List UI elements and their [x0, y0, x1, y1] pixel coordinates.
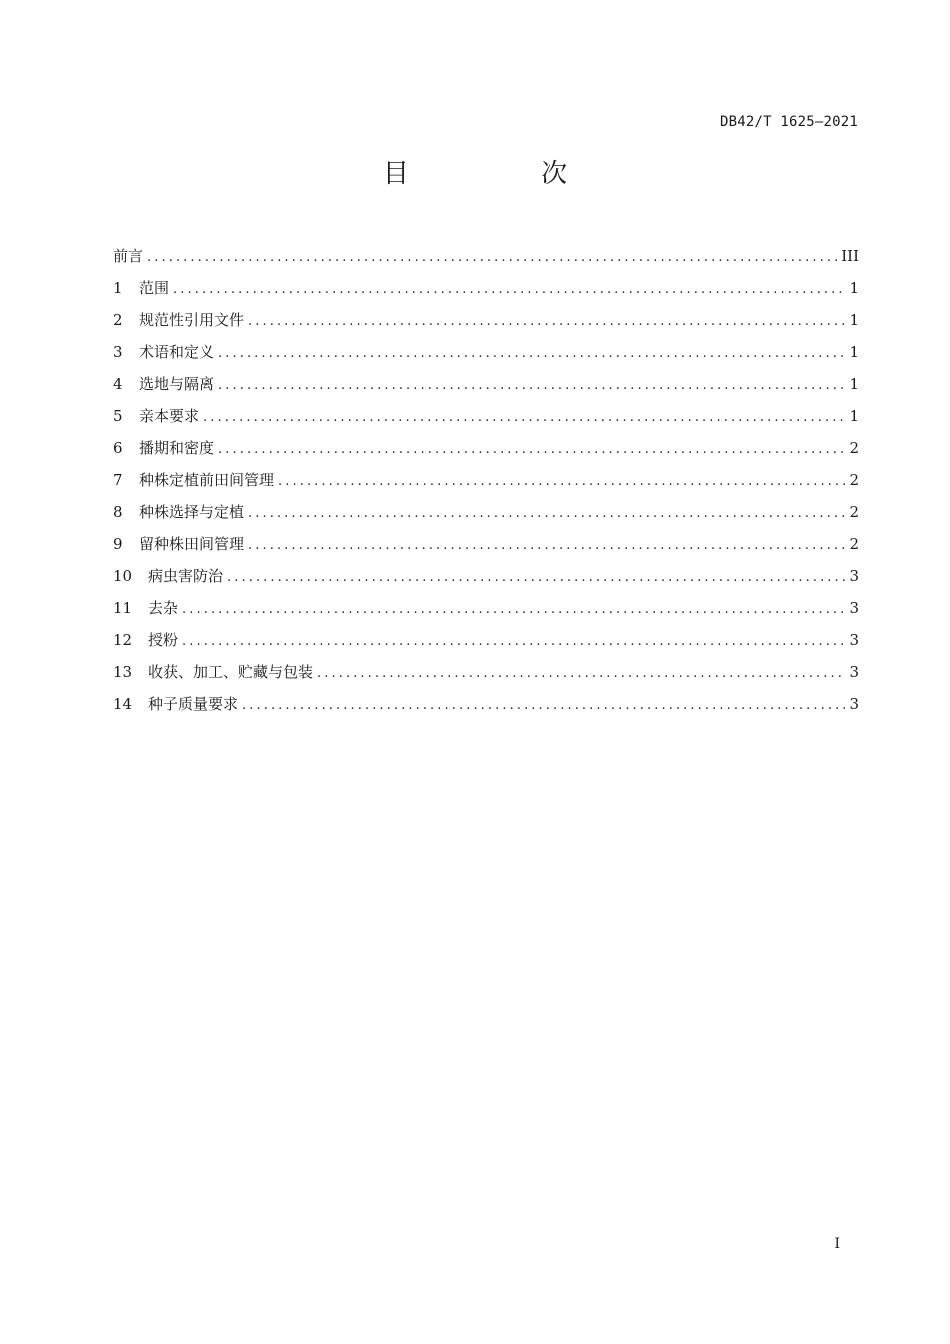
- toc-leader-dots: [173, 280, 845, 300]
- toc-leader-dots: [203, 408, 845, 428]
- toc-entry-13[interactable]: [113, 662, 859, 694]
- toc-entry-page: 1: [849, 407, 859, 425]
- toc-entry-label: 规范性引用文件: [139, 311, 245, 329]
- toc-entry-number: 8: [113, 503, 123, 521]
- toc-entry-label: 范围: [139, 279, 170, 297]
- toc-leader-dots: [248, 504, 845, 524]
- toc-leader-dots: [248, 536, 845, 556]
- toc-entry-page: 3: [849, 663, 859, 681]
- toc-entry-5[interactable]: [113, 406, 859, 438]
- toc-entry-2[interactable]: [113, 310, 859, 342]
- toc-entry-page: 1: [849, 343, 859, 361]
- toc-entry-label: 选地与隔离: [139, 375, 215, 393]
- page-number: I: [834, 1236, 840, 1252]
- toc-leader-dots: [242, 696, 845, 716]
- toc-leader-dots: [182, 632, 845, 652]
- toc-entry-9[interactable]: [113, 534, 859, 566]
- toc-entry-label: 种株选择与定植: [139, 503, 245, 521]
- toc-entry-page: 2: [849, 503, 859, 521]
- toc-entry-number: 1: [113, 279, 123, 297]
- toc-entry-number: 9: [113, 535, 123, 553]
- toc-entry-number: 3: [113, 343, 123, 361]
- toc-entry-7[interactable]: [113, 470, 859, 502]
- toc-entry-6[interactable]: [113, 438, 859, 470]
- toc-entry-label: 前言: [113, 247, 144, 265]
- toc-entry-label: 种子质量要求: [148, 695, 239, 713]
- toc-entry-page: 1: [849, 311, 859, 329]
- toc-entry-label: 去杂: [148, 599, 179, 617]
- toc-entry-page: III: [841, 247, 859, 265]
- toc-leader-dots: [218, 344, 845, 364]
- toc-entry-number: 12: [113, 631, 133, 649]
- toc-entry-page: 2: [849, 535, 859, 553]
- toc-leader-dots: [218, 440, 845, 460]
- toc-entry-4[interactable]: [113, 374, 859, 406]
- toc-entry-10[interactable]: [113, 566, 859, 598]
- toc-entry-14[interactable]: [113, 694, 859, 726]
- toc-entry-number: 6: [113, 439, 123, 457]
- toc-leader-dots: [182, 600, 845, 620]
- toc-entry-label: 种株定植前田间管理: [139, 471, 275, 489]
- toc-entry-foreword[interactable]: [113, 246, 859, 278]
- toc-entry-number: 13: [113, 663, 133, 681]
- toc-entry-page: 3: [849, 599, 859, 617]
- toc-leader-dots: [248, 312, 845, 332]
- document-code: DB42/T 1625—2021: [719, 114, 858, 130]
- toc-leader-dots: [147, 248, 837, 268]
- toc-leader-dots: [227, 568, 845, 588]
- toc-entry-number: 5: [113, 407, 123, 425]
- toc-entry-label: 留种株田间管理: [139, 535, 245, 553]
- toc-entry-page: 2: [849, 439, 859, 457]
- toc-entry-number: 4: [113, 375, 123, 393]
- toc-entry-11[interactable]: [113, 598, 859, 630]
- toc-entry-label: 授粉: [148, 631, 179, 649]
- toc-entry-page: 2: [849, 471, 859, 489]
- toc-entry-page: 3: [849, 567, 859, 585]
- page-title: 目 次: [382, 159, 630, 189]
- toc-entry-label: 播期和密度: [139, 439, 215, 457]
- toc-entry-label: 亲本要求: [139, 407, 200, 425]
- toc-entry-page: 1: [849, 375, 859, 393]
- toc-leader-dots: [317, 664, 845, 684]
- toc-entry-page: 3: [849, 631, 859, 649]
- toc-entry-number: 10: [113, 567, 133, 585]
- toc-entry-page: 1: [849, 279, 859, 297]
- toc-entry-number: 11: [113, 599, 133, 617]
- toc-entry-number: 7: [113, 471, 123, 489]
- toc-entry-8[interactable]: [113, 502, 859, 534]
- toc-entry-number: 2: [113, 311, 123, 329]
- toc-entry-label: 术语和定义: [139, 343, 215, 361]
- toc-entry-number: 14: [113, 695, 133, 713]
- toc-entry-label: 病虫害防治: [148, 567, 224, 585]
- toc-entry-1[interactable]: [113, 278, 859, 310]
- toc-entry-3[interactable]: [113, 342, 859, 374]
- table-of-contents: [113, 246, 859, 726]
- toc-entry-12[interactable]: [113, 630, 859, 662]
- toc-entry-label: 收获、加工、贮藏与包装: [148, 663, 314, 681]
- toc-leader-dots: [218, 376, 845, 396]
- toc-leader-dots: [278, 472, 845, 492]
- toc-entry-page: 3: [849, 695, 859, 713]
